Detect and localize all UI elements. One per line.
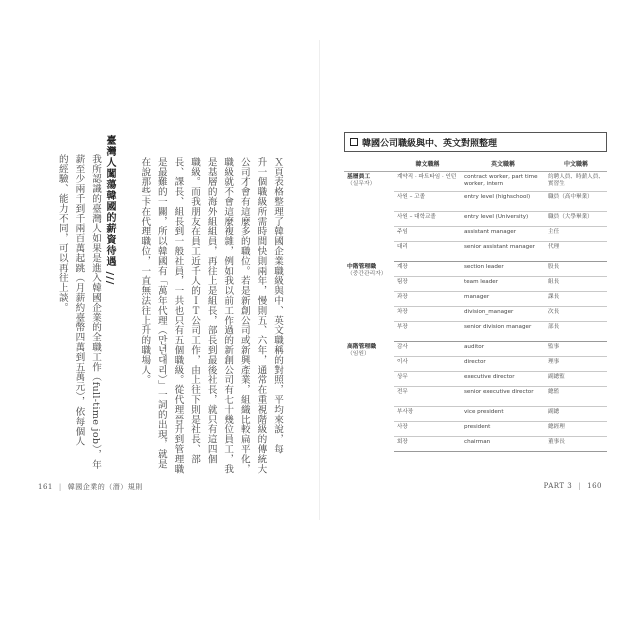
- job-title-table: [344, 132, 607, 452]
- category-cell: [344, 262, 394, 342]
- chinese-title: 總經理: [545, 422, 607, 437]
- english-title: assistant manager: [461, 227, 545, 242]
- chinese-title: 總監: [545, 387, 607, 407]
- english-title: director: [461, 357, 545, 372]
- chinese-title: 監事: [545, 342, 607, 357]
- text-line: 長、課長、組長到一般社員，一共也只有五個職級。從代理晉升到管理職: [172, 157, 184, 474]
- korean-title: 상무: [394, 372, 461, 387]
- text-line: 的經驗、能力不同，可以再往上談。: [56, 154, 68, 313]
- english-title: senior division manager: [461, 322, 545, 342]
- korean-title: 부장: [394, 322, 461, 342]
- text-line: 我所認識的臺灣人如果是進入韓國企業的全職工作（full-time job），年: [90, 154, 101, 470]
- korean-title: 대리: [394, 242, 461, 262]
- left-page-footer: 161 | 韓國企業的（潛）規則: [38, 483, 143, 491]
- chinese-title: 副總監: [545, 372, 607, 387]
- english-title: auditor: [461, 342, 545, 357]
- chinese-title: 職員（大學畢業）: [545, 212, 607, 227]
- english-title: contract worker, part time worker, intern: [461, 172, 545, 192]
- english-title: senior executive director: [461, 387, 545, 407]
- korean-title: 사장: [394, 422, 461, 437]
- table-title-box: [344, 132, 607, 152]
- korean-title: 계약직 · 파트타임 · 인턴: [394, 172, 461, 192]
- english-title: vice president: [461, 407, 545, 422]
- text-line: 升一個職級所需時間快則兩年，慢則五、六年，通常在重視階級的傳統大: [255, 157, 267, 474]
- category-korean: （임원）: [347, 350, 370, 357]
- part-label: PART 3: [543, 482, 573, 490]
- chinese-title: 股長: [545, 262, 607, 277]
- right-page-footer: PART 3 | 160: [543, 482, 602, 490]
- title-table: [344, 156, 607, 452]
- chinese-title: 董事長: [545, 437, 607, 452]
- korean-title: 계장: [394, 262, 461, 277]
- table-row: [344, 172, 607, 192]
- square-bullet-icon: [350, 138, 358, 146]
- category-cell: [344, 342, 394, 452]
- korean-title: 감사: [394, 342, 461, 357]
- korean-title: 부사장: [394, 407, 461, 422]
- korean-title: 전무: [394, 387, 461, 407]
- chinese-title: 課長: [545, 292, 607, 307]
- category-label: 基層員工: [347, 174, 371, 180]
- english-title: entry level (highschool): [461, 192, 545, 212]
- korean-title: 이사: [394, 357, 461, 372]
- korean-title: 차장: [394, 307, 461, 322]
- category-label: 中階管理職: [347, 263, 376, 270]
- chinese-title: 約聘人員、時薪人員、實習生: [545, 172, 607, 192]
- text-line: 薪至少兩千到千兩百萬起跳（月薪約臺幣四萬到五萬元），依每個人: [73, 154, 85, 447]
- english-title: entry level (University): [461, 212, 545, 227]
- table-row: [344, 342, 607, 357]
- chinese-title: 代理: [545, 242, 607, 262]
- page-number: 160: [587, 482, 602, 490]
- korean-title: 팀장: [394, 277, 461, 292]
- column-header: 中文職稱: [545, 156, 607, 172]
- chinese-title: 主任: [545, 227, 607, 242]
- text-line: 是最難的一關，所以韓國有「萬年代理（만년대리）」一詞的出現，就是: [155, 157, 167, 469]
- section-heading: 臺灣人闖蕩韓國的薪資待遇 ///: [104, 135, 115, 286]
- column-header: 英文職稱: [461, 156, 545, 172]
- category-korean: （중간관리자）: [347, 270, 387, 277]
- body-paragraph-2: [53, 154, 103, 504]
- english-title: president: [461, 422, 545, 437]
- korean-title: 주임: [394, 227, 461, 242]
- body-paragraph-1: [136, 157, 285, 507]
- page-gutter: [319, 40, 320, 520]
- category-cell: [344, 172, 394, 262]
- text-line: 職級就不會這麼複雜，例如我以前工作過的新創公司有七十幾位員工，我: [222, 157, 234, 474]
- chinese-title: 部長: [545, 322, 607, 342]
- english-title: section leader: [461, 262, 545, 277]
- chinese-title: 副總: [545, 407, 607, 422]
- column-header: 韓文職稱: [394, 156, 461, 172]
- category-korean: （실무자）: [347, 181, 376, 187]
- english-title: division_manager: [461, 307, 545, 322]
- chinese-title: 職員（高中畢業）: [545, 192, 607, 212]
- korean-title: 사원 – 고졸: [394, 192, 461, 212]
- english-title: executive director: [461, 372, 545, 387]
- english-title: senior assistant manager: [461, 242, 545, 262]
- table-row: [344, 262, 607, 277]
- english-title: chairman: [461, 437, 545, 452]
- korean-title: 과장: [394, 292, 461, 307]
- korean-title: 사원 – 대학교졸: [394, 212, 461, 227]
- text-line: 是基層的海外組組員，再往上是組長，部長到最後社長，就只有這四個: [205, 157, 217, 464]
- category-label: 高階管理職: [347, 343, 376, 350]
- chinese-title: 次長: [545, 307, 607, 322]
- book-title: 韓國企業的（潛）規則: [67, 483, 143, 491]
- english-title: team leader: [461, 277, 545, 292]
- table-title: 韓國公司職級與中、英文對照整理: [362, 138, 498, 149]
- korean-title: 회장: [394, 437, 461, 452]
- text-line: Ｘ頁表格整理了韓國企業職級與中、英文職稱的對照，平均來說，每: [272, 157, 283, 454]
- page-number: 161: [38, 483, 53, 491]
- english-title: manager: [461, 292, 545, 307]
- text-line: 在說那些卡在代理職位，一直無法往上升的職場人。: [139, 157, 151, 385]
- chinese-title: 理事: [545, 357, 607, 372]
- chinese-title: 組長: [545, 277, 607, 292]
- text-line: 公司才會有這麼多的職位。若是新創公司或新興產業，組織比較扁平化，: [238, 157, 250, 474]
- text-line: 職級。而我朋友在員工近千人的ＩＴ公司工作，由上往下則是社長、部: [189, 157, 201, 464]
- header-spacer: [344, 156, 394, 172]
